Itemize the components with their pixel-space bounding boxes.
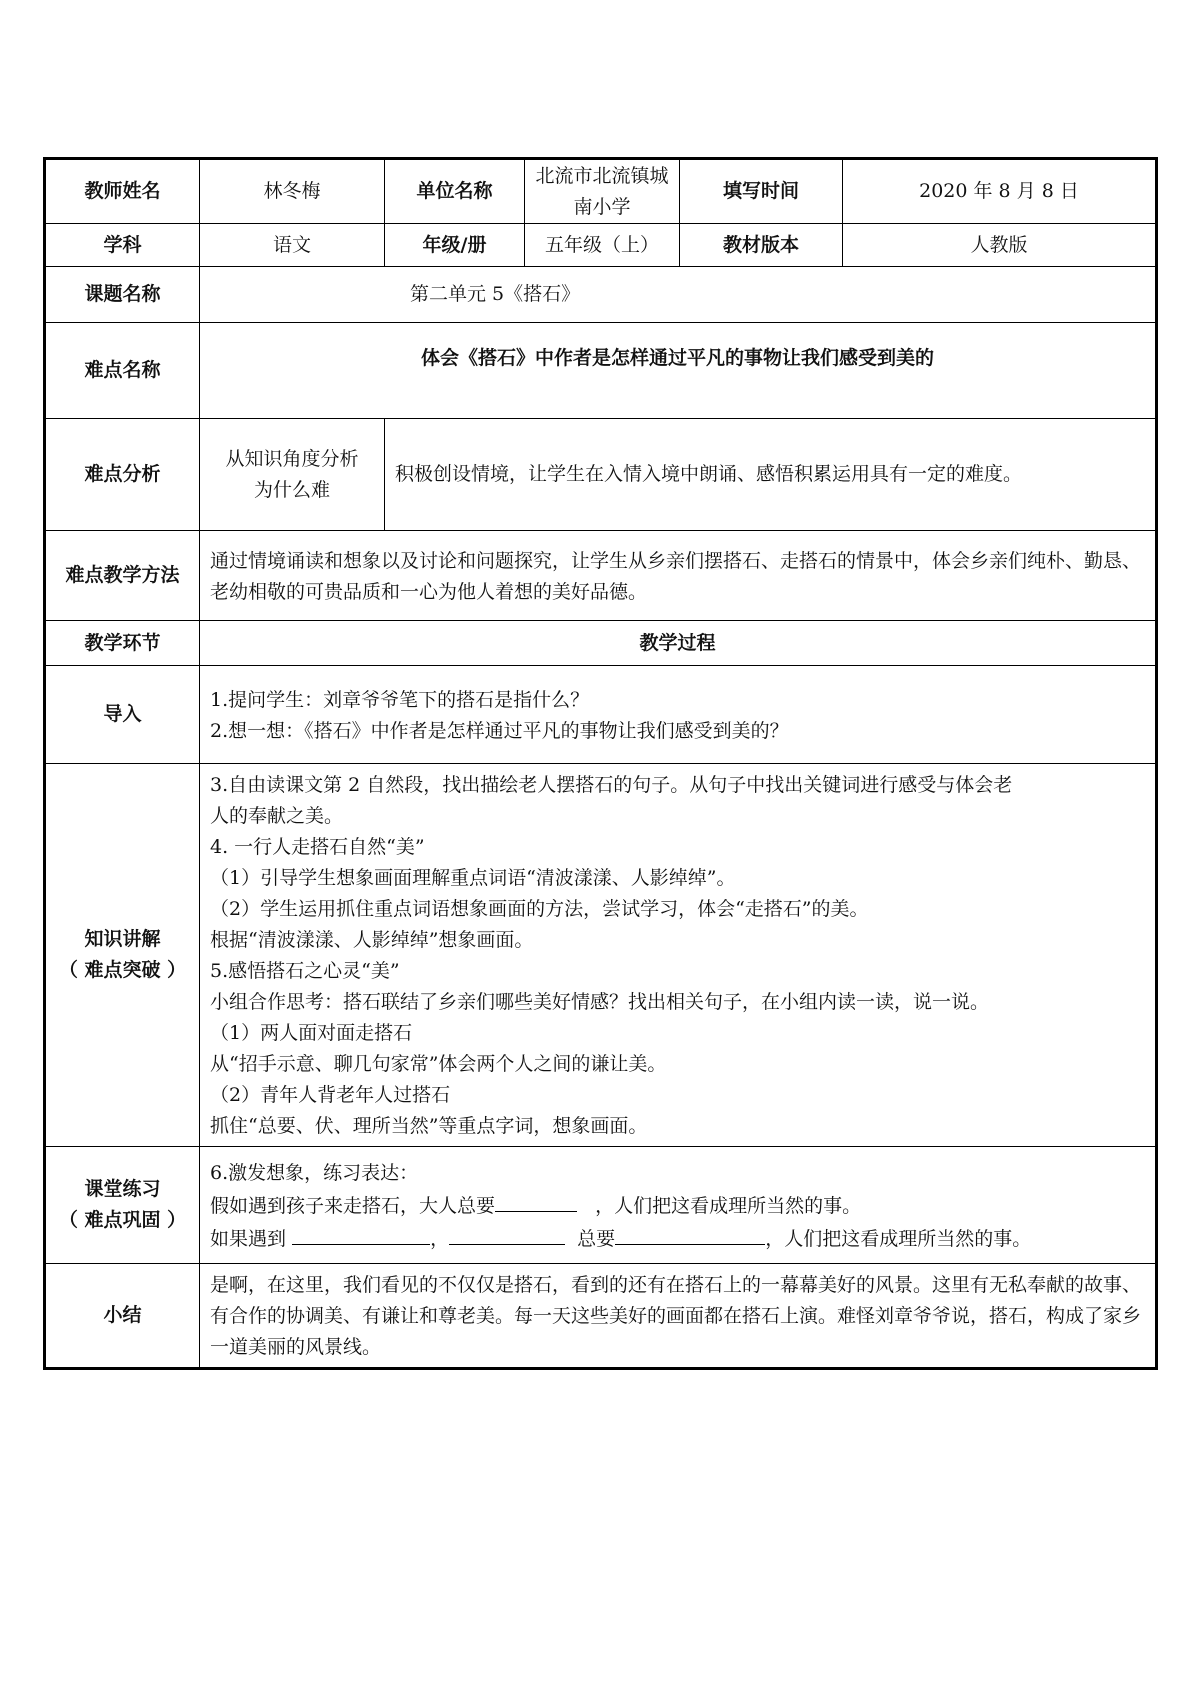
knowledge-line: 抓住“总要、伏、理所当然”等重点字词，想象画面。 — [210, 1115, 648, 1137]
edition-value: 人教版 — [843, 224, 1157, 267]
topic-label: 课题名称 — [45, 267, 200, 323]
fill-blank-2[interactable] — [292, 1222, 430, 1245]
practice-label-line2: （ 难点巩固 ） — [58, 1209, 187, 1231]
row-knowledge — [45, 764, 1157, 1147]
row-method — [45, 531, 1157, 621]
method-label: 难点教学方法 — [45, 531, 200, 621]
knowledge-line: 人的奉献之美。 — [210, 805, 344, 827]
knowledge-line: （1）引导学生想象画面理解重点词语“清波漾漾、人影绰绰”。 — [210, 867, 736, 889]
difficulty-title: 体会《搭石》中作者是怎样通过平凡的事物让我们感受到美的 — [200, 323, 1157, 419]
summary-value: 是啊，在这里，我们看见的不仅仅是搭石，看到的还有在搭石上的一幕幕美好的风景。这里有无私奉献的故事、有合作的协调美、有谦让和尊老美。每一天这些美好的画面都在搭石上演。难怪刘章爷爷说，搭石，构成了家乡一道美丽的风景线。 — [200, 1264, 1157, 1369]
lesson-form-table — [43, 157, 1158, 1370]
knowledge-line: （2）青年人背老年人过搭石 — [210, 1084, 451, 1106]
row-process-header — [45, 621, 1157, 666]
summary-label: 小结 — [45, 1264, 200, 1369]
difficulty-label: 难点名称 — [45, 323, 200, 419]
edition-label: 教材版本 — [680, 224, 843, 267]
grade-label: 年级/册 — [385, 224, 525, 267]
fill-blank-4[interactable] — [615, 1222, 765, 1245]
knowledge-line: 根据“清波漾漾、人影绰绰”想象画面。 — [210, 929, 534, 951]
row-topic — [45, 267, 1157, 323]
analysis-label: 难点分析 — [45, 419, 200, 531]
teacher-value: 林冬梅 — [200, 159, 385, 224]
topic-value: 第二单元 5《搭石》 — [200, 267, 1157, 323]
analysis-sub-line2: 为什么难 — [253, 478, 330, 501]
knowledge-line: 4. 一行人走搭石自然“美” — [210, 836, 425, 858]
subject-value: 语文 — [200, 224, 385, 267]
analysis-sub-label — [200, 419, 385, 531]
practice-line3-text-c: 总要 — [577, 1227, 616, 1250]
intro-line: 2.想一想：《搭石》中作者是怎样通过平凡的事物让我们感受到美的？ — [210, 719, 789, 742]
knowledge-line: 从“招手示意、聊几句家常”体会两个人之间的谦让美。 — [210, 1053, 667, 1075]
practice-label — [45, 1147, 200, 1264]
practice-line3-text-a: 如果遇到 — [210, 1227, 287, 1250]
process-stage-label: 教学环节 — [45, 621, 200, 666]
practice-line3 — [210, 1222, 1145, 1255]
process-header: 教学过程 — [200, 621, 1157, 666]
knowledge-label-line2: （ 难点突破 ） — [58, 959, 187, 981]
fill-blank-3[interactable] — [449, 1222, 565, 1245]
intro-label: 导入 — [45, 666, 200, 764]
analysis-value: 积极创设情境，让学生在入情入境中朗诵、感悟积累运用具有一定的难度。 — [385, 419, 1157, 531]
practice-line3-text-d: ，人们把这看成理所当然的事。 — [765, 1227, 1032, 1250]
unit-value-line1: 北流市北流镇城 — [535, 164, 669, 187]
intro-content — [200, 666, 1157, 764]
practice-content — [200, 1147, 1157, 1264]
row-summary — [45, 1264, 1157, 1369]
unit-label: 单位名称 — [385, 159, 525, 224]
practice-label-line1: 课堂练习 — [84, 1178, 161, 1200]
practice-line2-text-b: ，人们把这看成理所当然的事。 — [595, 1194, 862, 1217]
knowledge-label — [45, 764, 200, 1147]
row-analysis — [45, 419, 1157, 531]
row-intro — [45, 666, 1157, 764]
unit-value — [525, 159, 680, 224]
knowledge-label-line1: 知识讲解 — [84, 928, 161, 950]
date-label: 填写时间 — [680, 159, 843, 224]
unit-value-line2: 南小学 — [573, 195, 631, 218]
knowledge-line: （2）学生运用抓住重点词语想象画面的方法，尝试学习，体会“走搭石”的美。 — [210, 898, 869, 920]
intro-line: 1.提问学生：刘章爷爷笔下的搭石是指什么？ — [210, 688, 590, 711]
analysis-sub-line1: 从知识角度分析 — [225, 447, 359, 470]
knowledge-line: 小组合作思考：搭石联结了乡亲们哪些美好情感？找出相关句子，在小组内读一读，说一说。 — [210, 991, 990, 1013]
row-teacher-info — [45, 159, 1157, 224]
method-value: 通过情境诵读和想象以及讨论和问题探究，让学生从乡亲们摆搭石、走搭石的情景中，体会乡亲们纯朴、勤恳、老幼相敬的可贵品质和一心为他人着想的美好品德。 — [200, 531, 1157, 621]
practice-line2-text-a: 假如遇到孩子来走搭石，大人总要 — [210, 1194, 496, 1217]
practice-line1: 6.激发想象，练习表达： — [210, 1161, 419, 1184]
knowledge-line: 5.感悟搭石之心灵“美” — [210, 960, 400, 982]
date-value: 2020 年 8 月 8 日 — [843, 159, 1157, 224]
teacher-label: 教师姓名 — [45, 159, 200, 224]
row-difficulty-name — [45, 323, 1157, 419]
fill-blank-1[interactable] — [495, 1189, 577, 1212]
row-subject-info — [45, 224, 1157, 267]
practice-line2 — [210, 1189, 1145, 1222]
row-practice — [45, 1147, 1157, 1264]
subject-label: 学科 — [45, 224, 200, 267]
grade-value: 五年级（上） — [525, 224, 680, 267]
knowledge-line: （1）两人面对面走搭石 — [210, 1022, 413, 1044]
knowledge-content — [200, 764, 1157, 1147]
knowledge-line: 3.自由读课文第 2 自然段，找出描绘老人摆搭石的句子。从句子中找出关键词进行感受与体会老 — [210, 774, 1013, 796]
practice-line3-text-b: ， — [430, 1227, 450, 1250]
